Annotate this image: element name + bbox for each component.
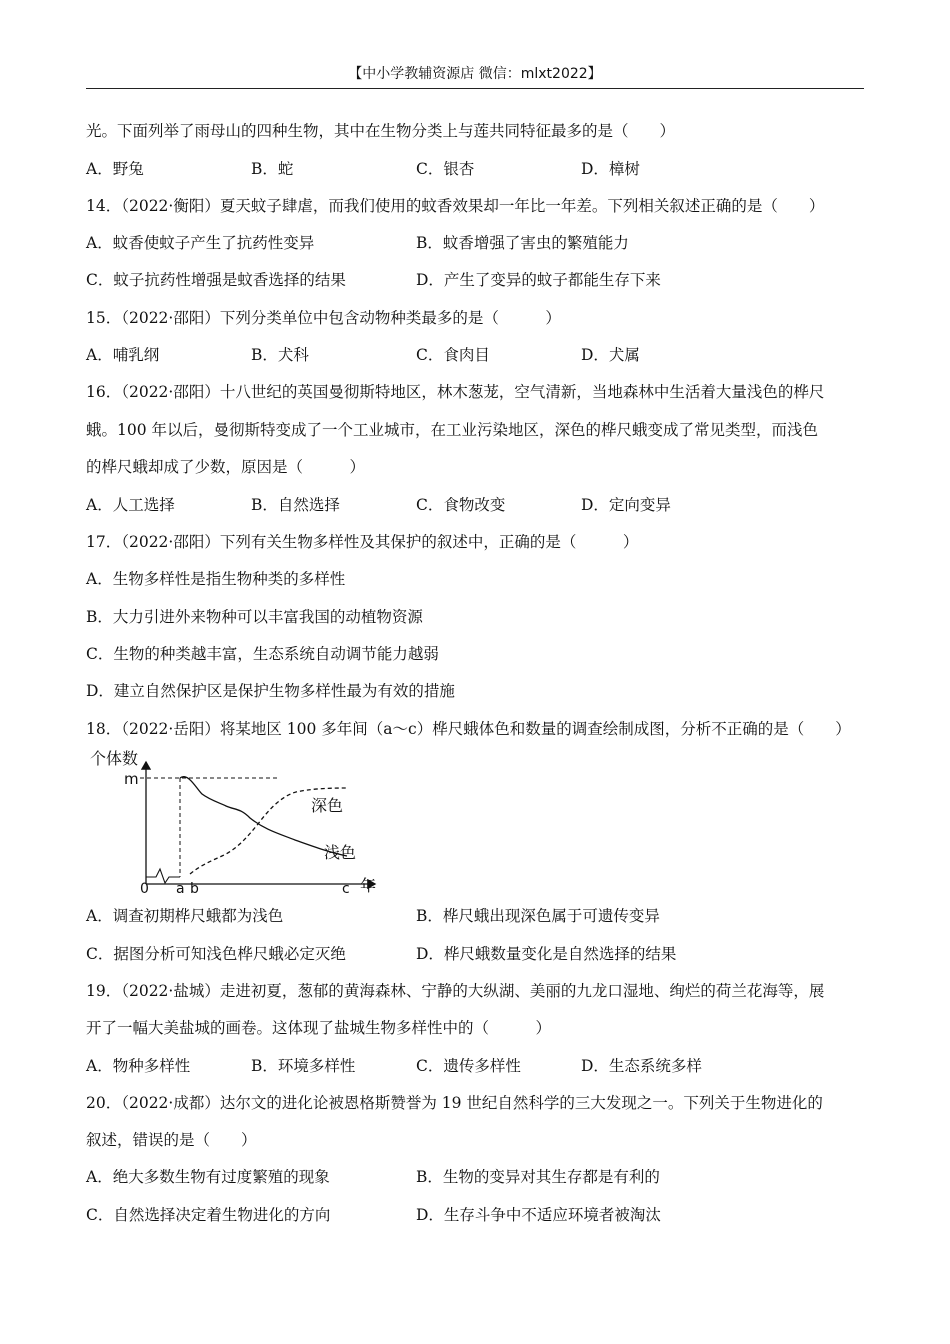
x-tick-a: a xyxy=(176,881,185,897)
q19-option-b[interactable]: B．环境多样性 xyxy=(251,1057,356,1075)
q20-option-d[interactable]: D．生存斗争中不适应环境者被淘汰 xyxy=(416,1206,661,1224)
q13-option-a[interactable]: A．野兔 xyxy=(86,160,144,178)
q15-stem: 15．（2022·邵阳）下列分类单位中包含动物种类最多的是（ ） xyxy=(86,309,561,327)
q19-option-c[interactable]: C．遗传多样性 xyxy=(416,1057,521,1075)
q16-option-b[interactable]: B．自然选择 xyxy=(251,496,340,514)
q17-option-c[interactable]: C．生物的种类越丰富，生态系统自动调节能力越弱 xyxy=(86,645,439,663)
q19-option-d[interactable]: D．生态系统多样 xyxy=(581,1057,702,1075)
q18-option-b[interactable]: B．桦尺蛾出现深色属于可遗传变异 xyxy=(416,907,660,925)
q20-stem-line1: 20．（2022·成都）达尔文的进化论被恩格斯赞誉为 19 世纪自然科学的三大发现之一。下列关于生物进化的 xyxy=(86,1094,823,1112)
q14-stem: 14．（2022·衡阳）夏天蚊子肆虐，而我们使用的蚊香效果却一年比一年差。下列相关叙述正确的是（ ） xyxy=(86,197,825,215)
chart-svg xyxy=(90,748,390,898)
q20-stem-line2: 叙述，错误的是（ ） xyxy=(86,1131,257,1149)
series-light-label: 浅色 xyxy=(324,843,357,862)
origin-label: 0 xyxy=(140,881,149,897)
q16-option-c[interactable]: C．食物改变 xyxy=(416,496,506,514)
q13-option-c[interactable]: C．银杏 xyxy=(416,160,475,178)
page-header: 【中小学教辅资源店 微信：mlxt2022】 xyxy=(86,64,864,89)
q20-option-c[interactable]: C．自然选择决定着生物进化的方向 xyxy=(86,1206,331,1224)
q13-stem: 光。下面列举了雨母山的四种生物，其中在生物分类上与莲共同特征最多的是（ ） xyxy=(86,122,676,140)
y-tick-m: m xyxy=(124,770,139,788)
y-axis-label: 个体数 xyxy=(90,749,139,768)
q14-option-d[interactable]: D．产生了变异的蚊子都能生存下来 xyxy=(416,271,661,289)
q20-option-b[interactable]: B．生物的变异对其生存都是有利的 xyxy=(416,1168,660,1186)
moth-population-chart xyxy=(90,748,390,898)
q17-option-d[interactable]: D．建立自然保护区是保护生物多样性最为有效的措施 xyxy=(86,682,455,700)
q17-option-b[interactable]: B．大力引进外来物种可以丰富我国的动植物资源 xyxy=(86,608,423,626)
x-tick-b: b xyxy=(190,881,199,897)
x-axis-label: 年 xyxy=(360,876,377,895)
q13-option-d[interactable]: D．樟树 xyxy=(581,160,640,178)
q14-option-c[interactable]: C．蚊子抗药性增强是蚊香选择的结果 xyxy=(86,271,346,289)
q20-option-a[interactable]: A．绝大多数生物有过度繁殖的现象 xyxy=(86,1168,330,1186)
q15-option-c[interactable]: C．食肉目 xyxy=(416,346,490,364)
q16-stem-line3: 的桦尺蛾却成了少数，原因是（ ） xyxy=(86,458,366,476)
q18-option-c[interactable]: C．据图分析可知浅色桦尺蛾必定灭绝 xyxy=(86,945,346,963)
q19-option-a[interactable]: A．物种多样性 xyxy=(86,1057,191,1075)
q15-option-a[interactable]: A．哺乳纲 xyxy=(86,346,160,364)
q18-stem: 18．（2022·岳阳）将某地区 100 多年间（a～c）桦尺蛾体色和数量的调查绘制成图，分析不正确的是（ ） xyxy=(86,720,851,738)
q19-stem-line2: 开了一幅大美盐城的画卷。这体现了盐城生物多样性中的（ ） xyxy=(86,1019,552,1037)
q17-stem: 17．（2022·邵阳）下列有关生物多样性及其保护的叙述中，正确的是（ ） xyxy=(86,533,639,551)
q15-option-b[interactable]: B．犬科 xyxy=(251,346,309,364)
q16-option-a[interactable]: A．人工选择 xyxy=(86,496,175,514)
q16-stem-line1: 16．（2022·邵阳）十八世纪的英国曼彻斯特地区，林木葱茏，空气清新，当地森林中生活着大量浅色的桦尺 xyxy=(86,383,825,401)
q18-option-d[interactable]: D．桦尺蛾数量变化是自然选择的结果 xyxy=(416,945,677,963)
x-tick-c: c xyxy=(342,881,350,897)
axis-break-mark xyxy=(146,869,180,883)
q14-option-b[interactable]: B．蚊香增强了害虫的繁殖能力 xyxy=(416,234,629,252)
q19-stem-line1: 19．（2022·盐城）走进初夏，葱郁的黄海森林、宁静的大纵湖、美丽的九龙口湿地、绚烂的荷兰花海等，展 xyxy=(86,982,825,1000)
q17-option-a[interactable]: A．生物多样性是指生物种类的多样性 xyxy=(86,570,346,588)
q18-option-a[interactable]: A．调查初期桦尺蛾都为浅色 xyxy=(86,907,284,925)
q16-stem-line2: 蛾。100 年以后，曼彻斯特变成了一个工业城市，在工业污染地区，深色的桦尺蛾变成了常见类型，而浅色 xyxy=(86,421,819,439)
q16-option-d[interactable]: D．定向变异 xyxy=(581,496,671,514)
series-dark-label: 深色 xyxy=(311,796,344,815)
q15-option-d[interactable]: D．犬属 xyxy=(581,346,640,364)
q14-option-a[interactable]: A．蚊香使蚊子产生了抗药性变异 xyxy=(86,234,315,252)
q13-option-b[interactable]: B．蛇 xyxy=(251,160,294,178)
